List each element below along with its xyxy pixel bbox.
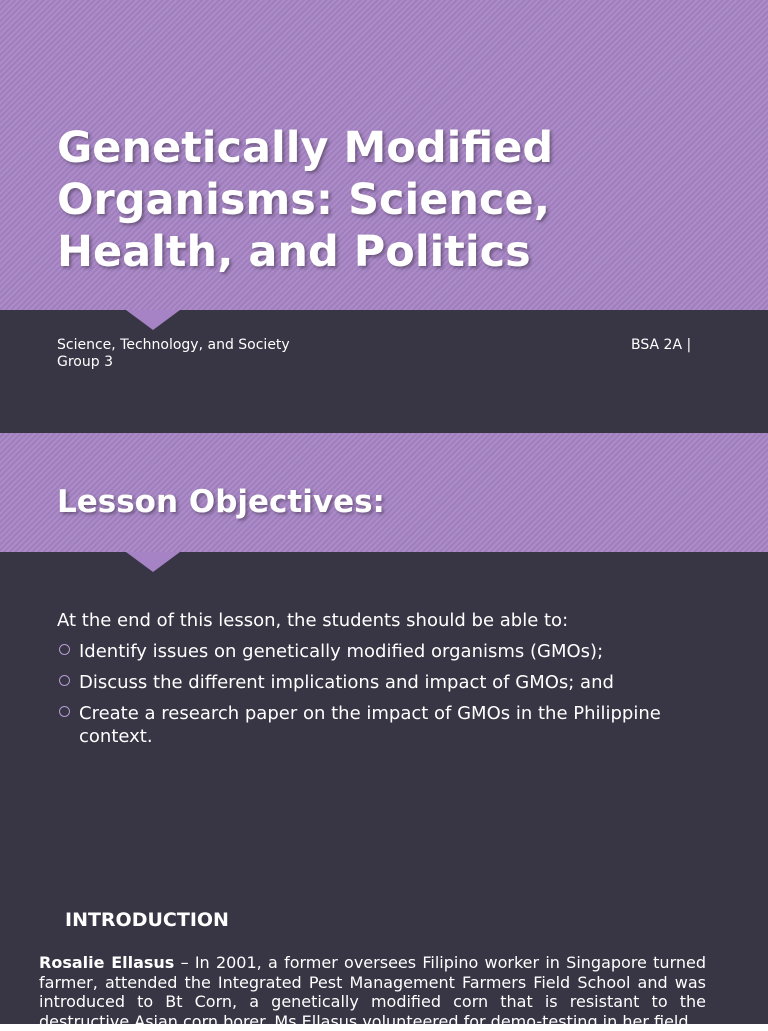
section-heading: INTRODUCTION (65, 909, 229, 931)
objective-text: Create a research paper on the impact of GMOs in the Philippine context. (79, 703, 661, 747)
objectives-list (57, 640, 707, 756)
objectives-heading: Lesson Objectives: (57, 484, 385, 520)
course-label: Science, Technology, and Society (57, 337, 290, 353)
slide-title: Genetically Modified Organisms: Science, Health, and Politics (57, 123, 554, 277)
group-label: Group 3 (57, 354, 113, 370)
title-notch (126, 310, 180, 330)
objectives-notch (126, 552, 180, 572)
section-label: BSA 2A | (631, 337, 692, 353)
list-item (57, 640, 707, 663)
objective-text: Discuss the different implications and impact of GMOs; and (79, 672, 614, 693)
intro-paragraph (39, 953, 706, 1031)
objectives-intro: At the end of this lesson, the students should be able to: (57, 610, 569, 631)
paragraph-text: – In 2001, a former oversees Filipino worker in Singapore turned farmer, attended the Integrated Pest Management Farmers Field School and was introduced to Bt Corn, a genetically modified corn that is resistant to the destructive Asian corn borer. Ms Ellasus volunteered for demo-testing in her field. (39, 953, 707, 1031)
subtitle-panel (0, 310, 768, 433)
list-item (57, 671, 707, 694)
circle-bullet-icon (59, 675, 70, 686)
person-name: Rosalie Ellasus (39, 953, 175, 972)
list-item (57, 702, 707, 748)
circle-bullet-icon (59, 644, 70, 655)
circle-bullet-icon (59, 706, 70, 717)
objective-text: Identify issues on genetically modified organisms (GMOs); (79, 641, 604, 662)
